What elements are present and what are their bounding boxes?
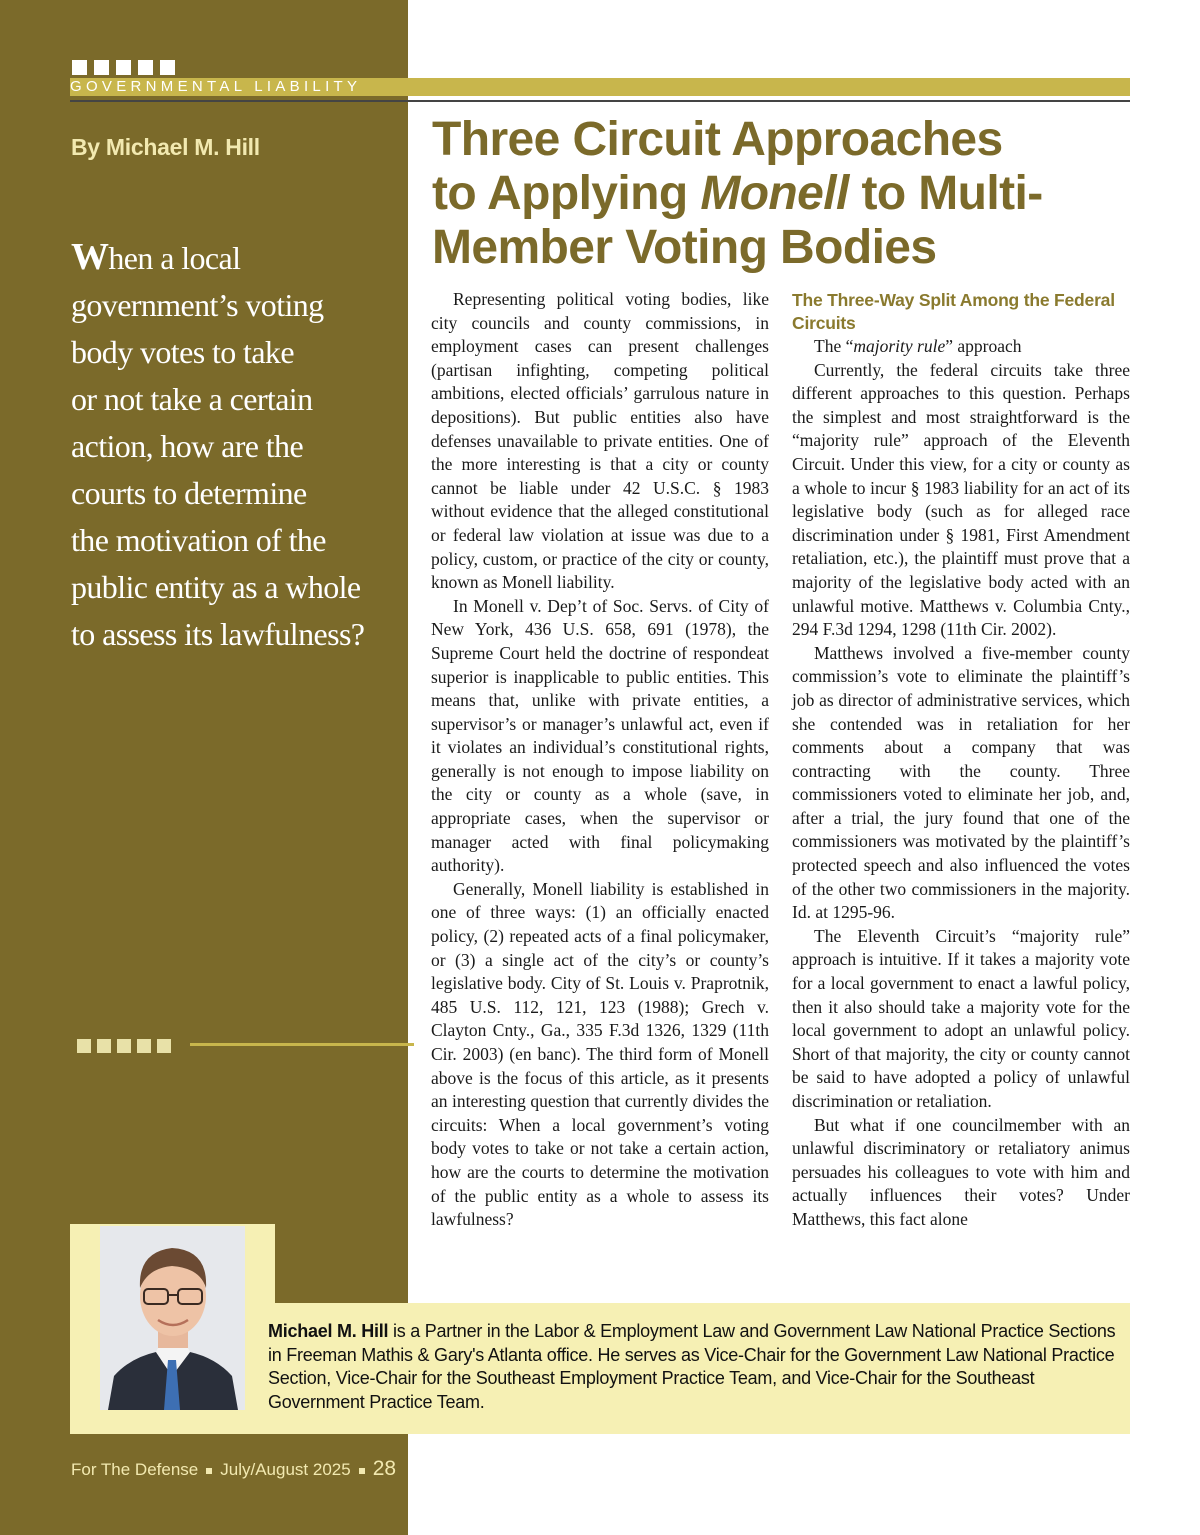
paragraph: But what if one councilmember with an unlawful discriminatory or retaliatory animus persuades his colleagues to vote with him and actually influences their votes? Under Matthews, this fact alone [792,1114,1130,1229]
paragraph: Generally, Monell liability is established in one of three ways: (1) an officially enacted policy, (2) repeated acts of a final policymaker, or (3) a single act of the city’s or county’s legislative body. City of St. Louis v. Praprotnik, 485 U.S. 112, 121, 123 (1988); Grech v. Clayton Cnty., Ga., 335 F.3d 1326, 1329 (11th Cir. 2003) (en banc). The third form of Monell above is the focus of this article, as it presents an interesting question that currently divides the circuits: When a local government’s voting body votes to take or not take a certain action, how are the courts to determine the motivation of the public entity as a whole to assess its lawfulness? [431,878,769,1230]
pull-quote-line: body votes to take [71,334,294,370]
section-label: GOVERNMENTAL LIABILITY [70,78,362,95]
separator-icon [206,1468,212,1474]
square-icon [117,1039,131,1053]
decorative-squares-mid [77,1039,171,1053]
title-emphasis: Monell [700,167,849,220]
pull-quote-line: courts to determine [71,475,307,511]
section-subhead: The Three-Way Split Among the Federal Circuits [792,290,1115,333]
pull-quote-line: or not take a certain [71,381,313,417]
mid-rule [190,1043,414,1046]
title-line: Member Voting Bodies [432,221,937,274]
decorative-squares-top [72,60,175,75]
issue-date: July/August 2025 [220,1460,351,1479]
square-icon [138,60,153,75]
title-line: to Applying Monell to Multi- [432,167,1043,220]
byline: By Michael M. Hill [71,134,260,160]
pull-quote-line: action, how are the [71,428,304,464]
square-icon [77,1039,91,1053]
square-icon [160,60,175,75]
pull-quote-line: the motivation of the [71,522,326,558]
paragraph: Matthews involved a five-member county commission’s vote to eliminate the plaintiff’s job as director of administrative services, which she contended was in retaliation for her comments about a company that was contracting with the county. Three commissioners voted to eliminate her job, and, after a trial, the jury found that one of the commissioners was motivated by the plaintiff’s protected speech and also influenced the votes of the other two commissioners in the majority. Id. at 1295-96. [792,642,1130,923]
author-portrait-icon [100,1226,245,1410]
square-icon [72,60,87,75]
publication-name: For The Defense [71,1460,199,1479]
pull-quote-line: to assess its lawfulness? [71,616,365,652]
page-footer [71,1455,396,1483]
square-icon [157,1039,171,1053]
body-column-right [792,288,1130,1232]
approach-heading: The “majority rule” approach [814,336,1022,356]
page-number: 28 [372,1457,397,1480]
square-icon [137,1039,151,1053]
author-photo [100,1226,245,1410]
square-icon [94,60,109,75]
pull-quote-line: government’s voting [71,287,324,323]
section-rule [70,100,1130,102]
pull-quote-line: When a local [71,236,241,278]
separator-icon [359,1468,365,1474]
drop-cap: W [71,236,109,278]
pull-quote [71,234,401,658]
square-icon [116,60,131,75]
author-name: Michael M. Hill [268,1321,389,1341]
author-bio: Michael M. Hill is a Partner in the Labor & Employment Law and Government Law National Practice Sections in Freeman Mathis & Gary's Atlanta office. He serves as Vice-Chair for the Government Law National Practice Section, Vice-Chair for the Southeast Employment Practice Team, and Vice-Chair for the Southeast Government Practice Team. [268,1321,1116,1412]
title-line: Three Circuit Approaches [432,113,1003,166]
paragraph: The Eleventh Circuit’s “majority rule” approach is intuitive. If it takes a majority vote for a local government to enact a lawful policy, then it also should take a majority vote for the local government to adopt an unlawful policy. Short of that majority, the city or county cannot be said to have adopted a policy of unlawful discrimination or retaliation. [792,925,1130,1111]
article-title [432,113,1132,275]
pull-quote-line: public entity as a whole [71,569,361,605]
paragraph: Currently, the federal circuits take three different approaches to this question. Perhaps the simplest and most straightforward is the “majority rule” approach of the Eleventh Circuit. Under this view, for a city or county as a whole to incur § 1983 liability for an act of its legislative body (such as for alleged race discrimination under § 1981, First Amendment retaliation, etc.), the plaintiff must prove that a majority of the legislative body acted with an unlawful motive. Matthews v. Columbia Cnty., 294 F.3d 1294, 1298 (11th Cir. 2002). [792,359,1130,640]
paragraph: In Monell v. Dep’t of Soc. Servs. of City of New York, 436 U.S. 658, 691 (1978), the Supreme Court held the doctrine of respondeat superior is inapplicable to public entities. This means that, unlike with private entities, a supervisor’s or manager’s unlawful act, even if it violates an individual’s constitutional rights, generally is not enough to impose liability on the city or county as a whole (save, in appropriate cases, when the supervisor or manager acted with final policymaking authority). [431,595,769,876]
square-icon [97,1039,111,1053]
body-column-left [431,288,769,1232]
paragraph: Representing political voting bodies, like city councils and county commissions, in employment cases can present challenges (partisan infighting, competing political ambitions, elected officials’ garrulous nature in depositions). But public entities also have defenses unavailable to private entities. One of the more interesting is that a city or county cannot be liable under 42 U.S.C. § 1983 without evidence that the alleged constitutional or federal law violation at issue was due to a policy, custom, or practice of the city or county, known as Monell liability. [431,289,769,593]
